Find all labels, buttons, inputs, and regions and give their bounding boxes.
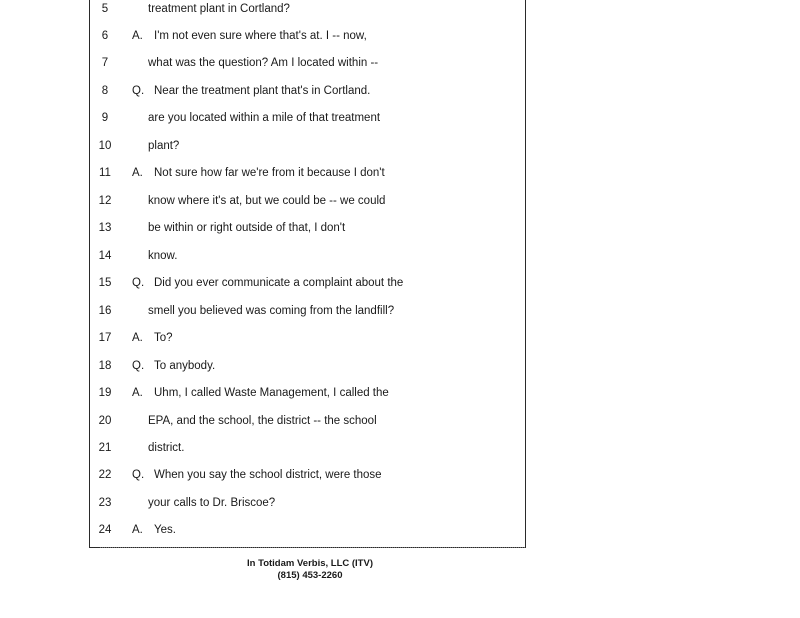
speaker-label: A.: [132, 30, 143, 42]
line-text: district.: [148, 442, 185, 454]
transcript-line: [90, 383, 527, 403]
line-number: 18: [98, 360, 112, 372]
transcript-page: [89, 0, 526, 548]
line-number: 14: [98, 250, 112, 262]
transcript-line: [90, 356, 527, 376]
speaker-label: A.: [132, 167, 143, 179]
line-number: 21: [98, 442, 112, 454]
line-number: 24: [98, 524, 112, 536]
line-text: Near the treatment plant that's in Cortland.: [154, 85, 371, 97]
line-number: 11: [99, 167, 111, 179]
speaker-label: Q.: [132, 469, 145, 481]
transcript-line: [90, 411, 527, 431]
transcript-line: [90, 0, 527, 19]
transcript-line: [90, 273, 527, 293]
line-number: 20: [98, 415, 112, 427]
line-text: When you say the school district, were those: [154, 469, 382, 481]
transcript-line: [90, 328, 527, 348]
line-number: 7: [101, 57, 109, 69]
line-text: To anybody.: [154, 360, 216, 372]
line-number: 5: [101, 3, 109, 15]
line-number: 17: [98, 332, 112, 344]
line-number: 23: [98, 497, 112, 509]
transcript-line: [90, 493, 527, 513]
line-number: 16: [98, 305, 112, 317]
line-text: smell you believed was coming from the landfill?: [148, 305, 395, 317]
line-number: 22: [98, 469, 112, 481]
line-number: 10: [98, 140, 112, 152]
line-number: 12: [98, 195, 112, 207]
transcript-line: [90, 136, 527, 156]
line-number: 13: [98, 222, 112, 234]
line-text: plant?: [148, 140, 180, 152]
speaker-label: A.: [132, 524, 143, 536]
line-text: EPA, and the school, the district -- the school: [148, 415, 377, 427]
line-number: 6: [101, 30, 109, 42]
line-text: To?: [154, 332, 173, 344]
line-text: know.: [148, 250, 178, 262]
footer-company: In Totidam Verbis, LLC (ITV): [247, 558, 373, 569]
transcript-line: [90, 438, 527, 458]
line-number: 15: [98, 277, 112, 289]
scan-artifact: [100, 547, 525, 552]
speaker-label: Q.: [132, 85, 145, 97]
transcript-line: [90, 53, 527, 73]
transcript-line: [90, 218, 527, 238]
line-text: your calls to Dr. Briscoe?: [148, 497, 276, 509]
transcript-line: [90, 81, 527, 101]
line-number: 9: [101, 112, 109, 124]
transcript-line: [90, 163, 527, 183]
line-text: I'm not even sure where that's at. I -- now,: [154, 30, 367, 42]
transcript-line: [90, 465, 527, 485]
speaker-label: Q.: [132, 277, 145, 289]
transcript-line: [90, 108, 527, 128]
line-text: Did you ever communicate a complaint about the: [154, 277, 404, 289]
line-text: what was the question? Am I located within --: [148, 57, 379, 69]
line-text: Uhm, I called Waste Management, I called the: [154, 387, 389, 399]
transcript-line: [90, 301, 527, 321]
footer-phone: (815) 453-2260: [277, 570, 343, 581]
speaker-label: A.: [132, 387, 143, 399]
line-text: treatment plant in Cortland?: [148, 3, 290, 15]
line-text: are you located within a mile of that treatment: [148, 112, 381, 124]
line-text: Yes.: [154, 524, 176, 536]
transcript-line: [90, 246, 527, 266]
transcript-line: [90, 520, 527, 540]
speaker-label: Q.: [132, 360, 145, 372]
speaker-label: A.: [132, 332, 143, 344]
line-number: 19: [98, 387, 112, 399]
line-text: know where it's at, but we could be -- we could: [148, 195, 386, 207]
line-text: be within or right outside of that, I don't: [148, 222, 346, 234]
line-text: Not sure how far we're from it because I don't: [154, 167, 385, 179]
transcript-line: [90, 26, 527, 46]
transcript-line: [90, 191, 527, 211]
line-number: 8: [101, 85, 109, 97]
